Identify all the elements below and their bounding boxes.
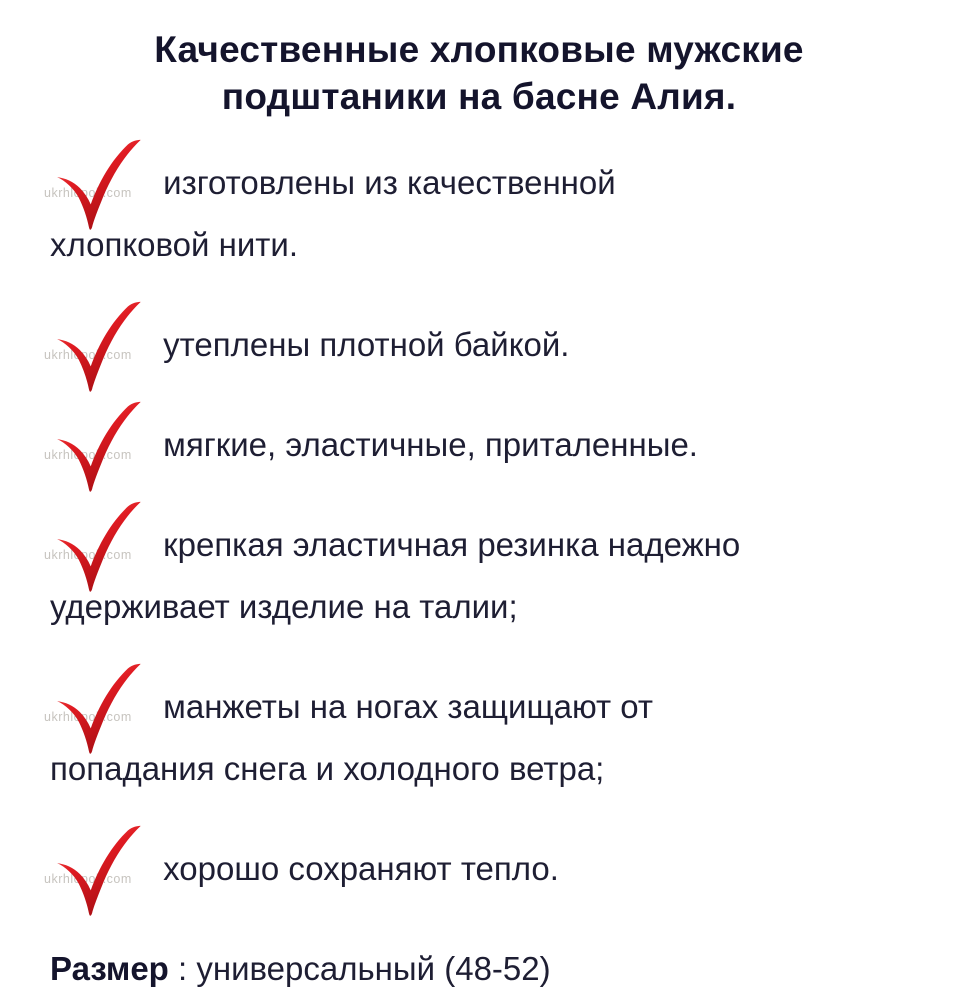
feature-item	[44, 152, 908, 276]
title-line-2: подштаники на басне Алия.	[221, 76, 737, 117]
checkmark-glyph	[52, 300, 144, 400]
watermark-text: ukrhlopok.com	[44, 710, 132, 724]
feature-line	[44, 152, 908, 214]
title-line-1: Качественные хлопковые мужские	[154, 29, 804, 70]
feature-line	[44, 314, 908, 376]
feature-item	[44, 514, 908, 638]
watermark-text: ukrhlopok.com	[44, 872, 132, 886]
checkmark-glyph	[52, 400, 144, 500]
feature-item	[44, 414, 908, 476]
page-title	[50, 0, 908, 120]
feature-item	[44, 676, 908, 800]
red-checkmark-icon	[44, 314, 154, 376]
size-line	[50, 938, 908, 1000]
checkmark-glyph	[52, 824, 144, 924]
watermark-text: ukrhlopok.com	[44, 348, 132, 362]
feature-text: манжеты на ногах защищают от	[163, 688, 654, 725]
red-checkmark-icon	[44, 838, 154, 900]
watermark-text: ukrhlopok.com	[44, 448, 132, 462]
feature-text-continued: удерживает изделие на талии;	[50, 588, 518, 625]
checkmark-glyph	[52, 500, 144, 600]
red-checkmark-icon	[44, 414, 154, 476]
checkmark-glyph	[52, 662, 144, 762]
size-label: Размер	[50, 950, 169, 987]
feature-item	[44, 314, 908, 376]
feature-line	[44, 414, 908, 476]
feature-text-continued: хлопковой нити.	[50, 226, 298, 263]
watermark-text: ukrhlopok.com	[44, 186, 132, 200]
feature-text: утеплены плотной байкой.	[163, 326, 570, 363]
red-checkmark-icon	[44, 676, 154, 738]
feature-text: изготовлены из качественной	[163, 164, 616, 201]
feature-item	[44, 838, 908, 900]
red-checkmark-icon	[44, 514, 154, 576]
checkmark-glyph	[52, 138, 144, 238]
feature-line	[44, 838, 908, 900]
red-checkmark-icon	[44, 152, 154, 214]
feature-list	[44, 152, 908, 900]
size-separator: :	[168, 950, 197, 987]
feature-text-continued: попадания снега и холодного ветра;	[50, 750, 605, 787]
feature-line	[44, 676, 908, 738]
feature-text: крепкая эластичная резинка надежно	[163, 526, 741, 563]
watermark-text: ukrhlopok.com	[44, 548, 132, 562]
size-value: универсальный (48-52)	[196, 950, 551, 987]
feature-text: хорошо сохраняют тепло.	[163, 850, 559, 887]
feature-line	[44, 514, 908, 576]
feature-text: мягкие, эластичные, приталенные.	[163, 426, 698, 463]
